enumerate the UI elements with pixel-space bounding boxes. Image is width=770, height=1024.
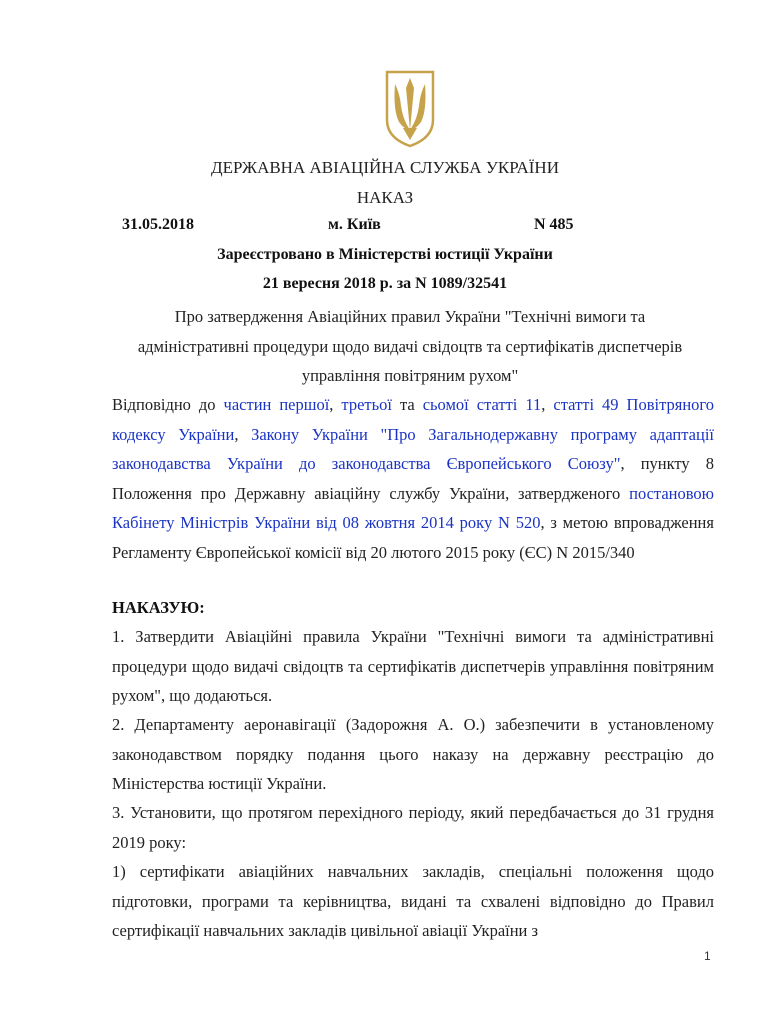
order-date: 31.05.2018 bbox=[122, 216, 194, 233]
registration-line-2: 21 вересня 2018 р. за N 1089/32541 bbox=[262, 275, 508, 292]
preamble-paragraph bbox=[112, 390, 714, 567]
item-3-1: 1) сертифікати авіаційних навчальних закладів, спеціальні положення щодо підготовки, програми та керівництва, видані та схвалені відповідно до Правил сертифікації навчальних закладів цивільної авіації України з bbox=[112, 862, 714, 940]
order-number: N 485 bbox=[534, 216, 574, 233]
item-3: 3. Установити, що протягом перехідного періоду, який передбачається до 31 грудня 2019 року: bbox=[112, 803, 714, 852]
link-cabinet-resolution-520[interactable]: постановою Кабінету Міністрів України від 08 жовтня 2014 року N 520 bbox=[112, 483, 714, 532]
title-line-2: адміністративні процедури щодо видачі свідоцтв та сертифікатів диспетчерів bbox=[137, 336, 683, 356]
trident-coat-of-arms-icon bbox=[383, 70, 437, 148]
preamble-text: , bbox=[541, 395, 554, 414]
registration-line-1: Зареєстровано в Міністерстві юстиції України bbox=[217, 246, 553, 263]
link-part-seven-article-11[interactable]: сьомої статті 11 bbox=[422, 395, 542, 414]
preamble-text: та bbox=[391, 395, 423, 414]
item-2: 2. Департаменту аеронавігації (Задорожня А. О.) забезпечити в установленому законодавством порядку подання цього наказу на державну реєстрацію до Міністерства юстиції України. bbox=[112, 715, 714, 793]
preamble-text: , пункту 8 Положення про Державну авіаційну службу України, затвердженого bbox=[112, 454, 715, 503]
preamble-text: , з метою впровадження Регламенту Європейської комісії від 20 лютого 2015 року (ЄС) N 2015/340 bbox=[112, 513, 714, 562]
preamble-text: , bbox=[234, 424, 252, 444]
link-part-one[interactable]: частин першої bbox=[223, 395, 330, 414]
link-eu-adaptation-law[interactable]: Закону України "Про Загальнодержавну програму адаптації законодавства України до законодавства Європейського Союзу" bbox=[112, 424, 714, 473]
link-part-three[interactable]: третьої bbox=[341, 395, 392, 414]
agency-name: ДЕРЖАВНА АВІАЦІЙНА СЛУЖБА УКРАЇНИ bbox=[211, 158, 559, 177]
title-line-3: управління повітряним рухом" bbox=[301, 366, 519, 385]
page-number: 1 bbox=[704, 949, 711, 963]
preamble-text: Відповідно до bbox=[112, 395, 224, 414]
document-type: НАКАЗ bbox=[356, 188, 414, 207]
document-title bbox=[100, 302, 720, 391]
order-word: НАКАЗУЮ: bbox=[112, 598, 205, 617]
link-article-49-air-code[interactable]: статті 49 Повітряного кодексу України bbox=[112, 395, 715, 444]
preamble-text: , bbox=[329, 395, 342, 414]
order-city: м. Київ bbox=[328, 216, 381, 233]
title-line-1: Про затвердження Авіаційних правил України "Технічні вимоги та bbox=[174, 307, 646, 326]
item-1: 1. Затвердити Авіаційні правила України "Технічні вимоги та адміністративні процедури щодо видачі свідоцтв та сертифікатів диспетчерів управління повітряним рухом", що додаються. bbox=[112, 627, 714, 705]
